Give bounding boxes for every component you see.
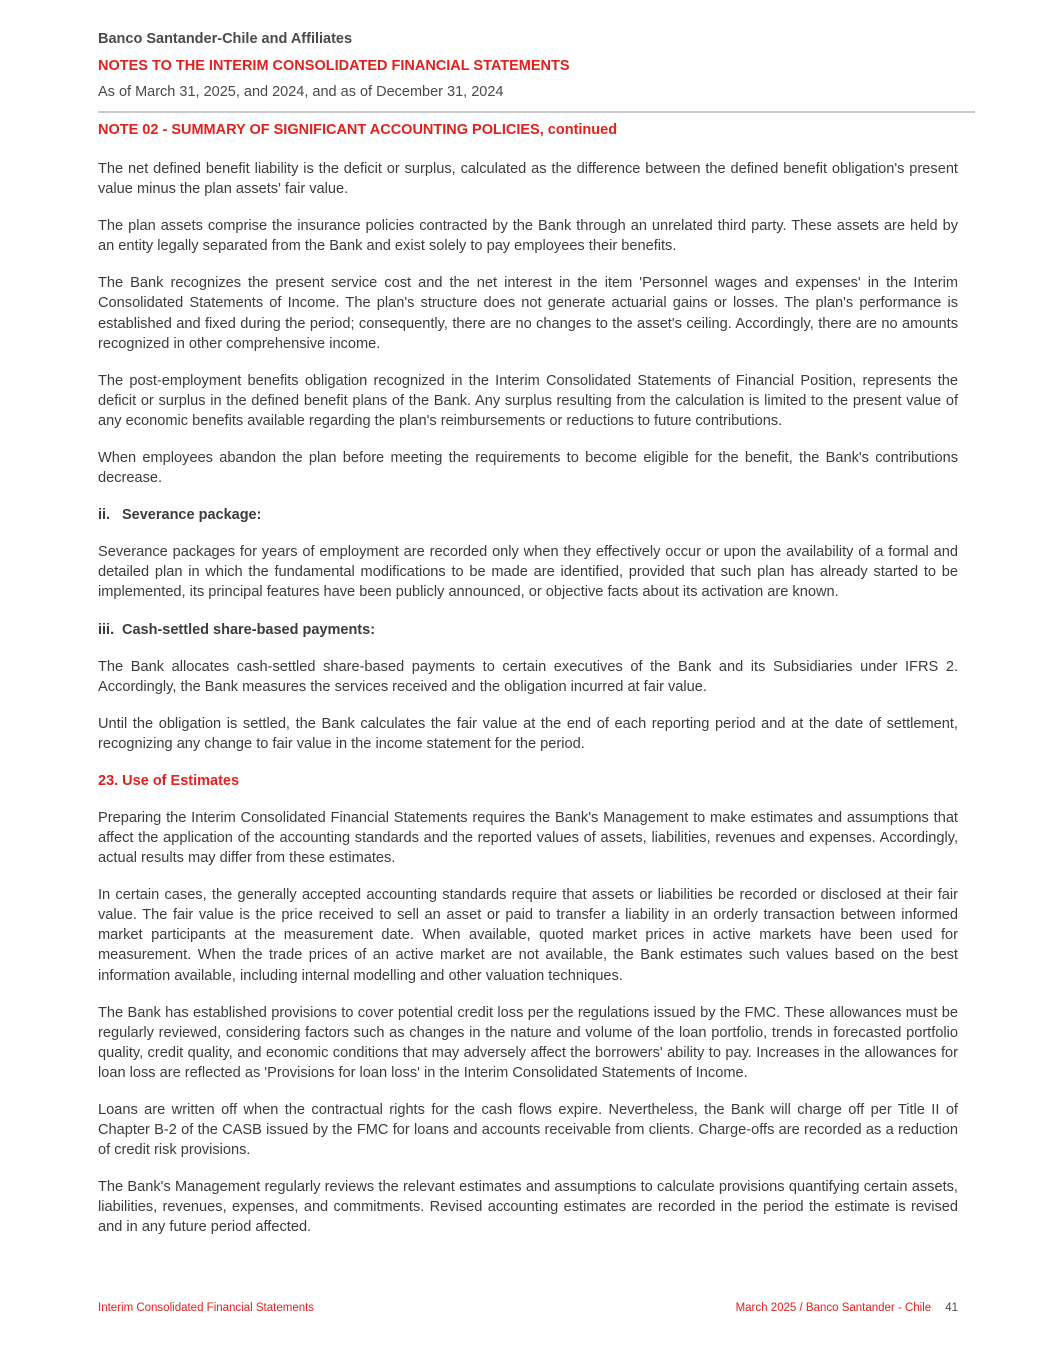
company-name: Banco Santander-Chile and Affiliates — [98, 31, 353, 47]
page-body — [98, 120, 958, 1255]
footer-period: March 2025 / Banco Santander - Chile — [735, 1302, 932, 1314]
paragraph: Severance packages for years of employment are recorded only when they effectively occur or upon the availability of a formal and detailed plan in which the fundamental modifications to be made are identified, provided that such plan has already started to be implemented, its principal features have been publicly announced, or objective facts about its activation are known. — [98, 544, 958, 601]
paragraph: Until the obligation is settled, the Bank calculates the fair value at the end of each reporting period and at the date of settlement, recognizing any change to fair value in the income statement for the period. — [98, 715, 958, 752]
paragraph: The Bank recognizes the present service cost and the net interest in the item 'Personnel wages and expenses' in the Interim Consolidated Statements of Income. The plan's structure does not generate actuarial gains or losses. The plan's performance is established and fixed during the period; consequently, there are no changes to the asset's ceiling. Accordingly, there are no amounts recognized in other comprehensive income. — [98, 275, 958, 352]
paragraph: Preparing the Interim Consolidated Financial Statements requires the Bank's Management to make estimates and assumptions that affect the application of the accounting standards and the reported values of assets, liabilities, revenues and expenses. Accordingly, actual results may differ from these estimates. — [98, 809, 958, 867]
header-divider — [98, 111, 975, 113]
estimates-heading: 23. Use of Estimates — [98, 772, 240, 789]
page-number: 41 — [945, 1302, 958, 1314]
paragraph: The Bank's Management regularly reviews the relevant estimates and assumptions to calculate provisions quantifying certain assets, liabilities, revenues, expenses, and commitments. Revised accounting estimates are recorded in the period the estimate is revised and in any future period affected. — [98, 1179, 958, 1236]
paragraph: In certain cases, the generally accepted accounting standards require that assets or liabilities be recorded or disclosed at their fair value. The fair value is the price received to sell an asset or paid to transfer a liability in an orderly transaction between informed market participants at the measurement date. When available, quoted market prices in active markets have been used for measurement. When the trade prices of an active market are not available, the Bank estimates such values based on the best information available, including internal modelling and other valuation techniques. — [98, 887, 958, 984]
notes-title: NOTES TO THE INTERIM CONSOLIDATED FINANCIAL STATEMENTS — [98, 58, 570, 74]
paragraph: When employees abandon the plan before meeting the requirements to become eligible for the benefit, the Bank's contributions decrease. — [98, 450, 958, 487]
share-based-number: iii. — [98, 621, 115, 638]
paragraph: The plan assets comprise the insurance policies contracted by the Bank through an unrelated third party. These assets are held by an entity legally separated from the Bank and exist solely to pay employees their benefits. — [98, 218, 958, 255]
paragraph: The post-employment benefits obligation recognized in the Interim Consolidated Statements of Financial Position, represents the deficit or surplus in the defined benefit plans of the Bank. Any surplus resulting from the calculation is limited to the present value of any economic benefits available regarding the plan's reimbursements or reductions to future contributions. — [98, 372, 958, 429]
footer-title: Interim Consolidated Financial Statements — [98, 1302, 315, 1314]
severance-title: Severance package: — [122, 507, 262, 524]
paragraph: The Bank allocates cash-settled share-based payments to certain executives of the Bank and its Subsidiaries under IFRS 2. Accordingly, the Bank measures the services received and the obligation incurred at fair value. — [98, 658, 958, 695]
severance-number: ii. — [98, 507, 111, 524]
paragraph: The net defined benefit liability is the deficit or surplus, calculated as the difference between the defined benefit obligation's present value minus the plan assets' fair value. — [98, 161, 958, 198]
share-based-heading — [98, 620, 958, 640]
severance-heading — [98, 505, 958, 525]
share-based-title: Cash-settled share-based payments: — [122, 621, 376, 638]
paragraph: Loans are written off when the contractual rights for the cash flows expire. Nevertheless, the Bank will charge off per Title II of Chapter B-2 of the CASB issued by the FMC for loans and accounts receivable from clients. Charge-offs are recorded as a reduction of credit risk provisions. — [98, 1102, 958, 1159]
paragraph: The Bank has established provisions to cover potential credit loss per the regulations issued by the FMC. These allowances must be regularly reviewed, considering factors such as changes in the nature and volume of the loan portfolio, trends in forecasted portfolio quality, credit quality, and economic conditions that may adversely affect the borrowers' ability to pay. Increases in the allowances for loan loss are reflected as 'Provisions for loan loss' in the Interim Consolidated Statements of Income. — [98, 1004, 958, 1081]
note-heading: NOTE 02 - SUMMARY OF SIGNIFICANT ACCOUNTING POLICIES, continued — [98, 122, 618, 138]
footer-meta — [736, 1302, 958, 1314]
report-date: As of March 31, 2025, and 2024, and as of December 31, 2024 — [98, 84, 504, 100]
